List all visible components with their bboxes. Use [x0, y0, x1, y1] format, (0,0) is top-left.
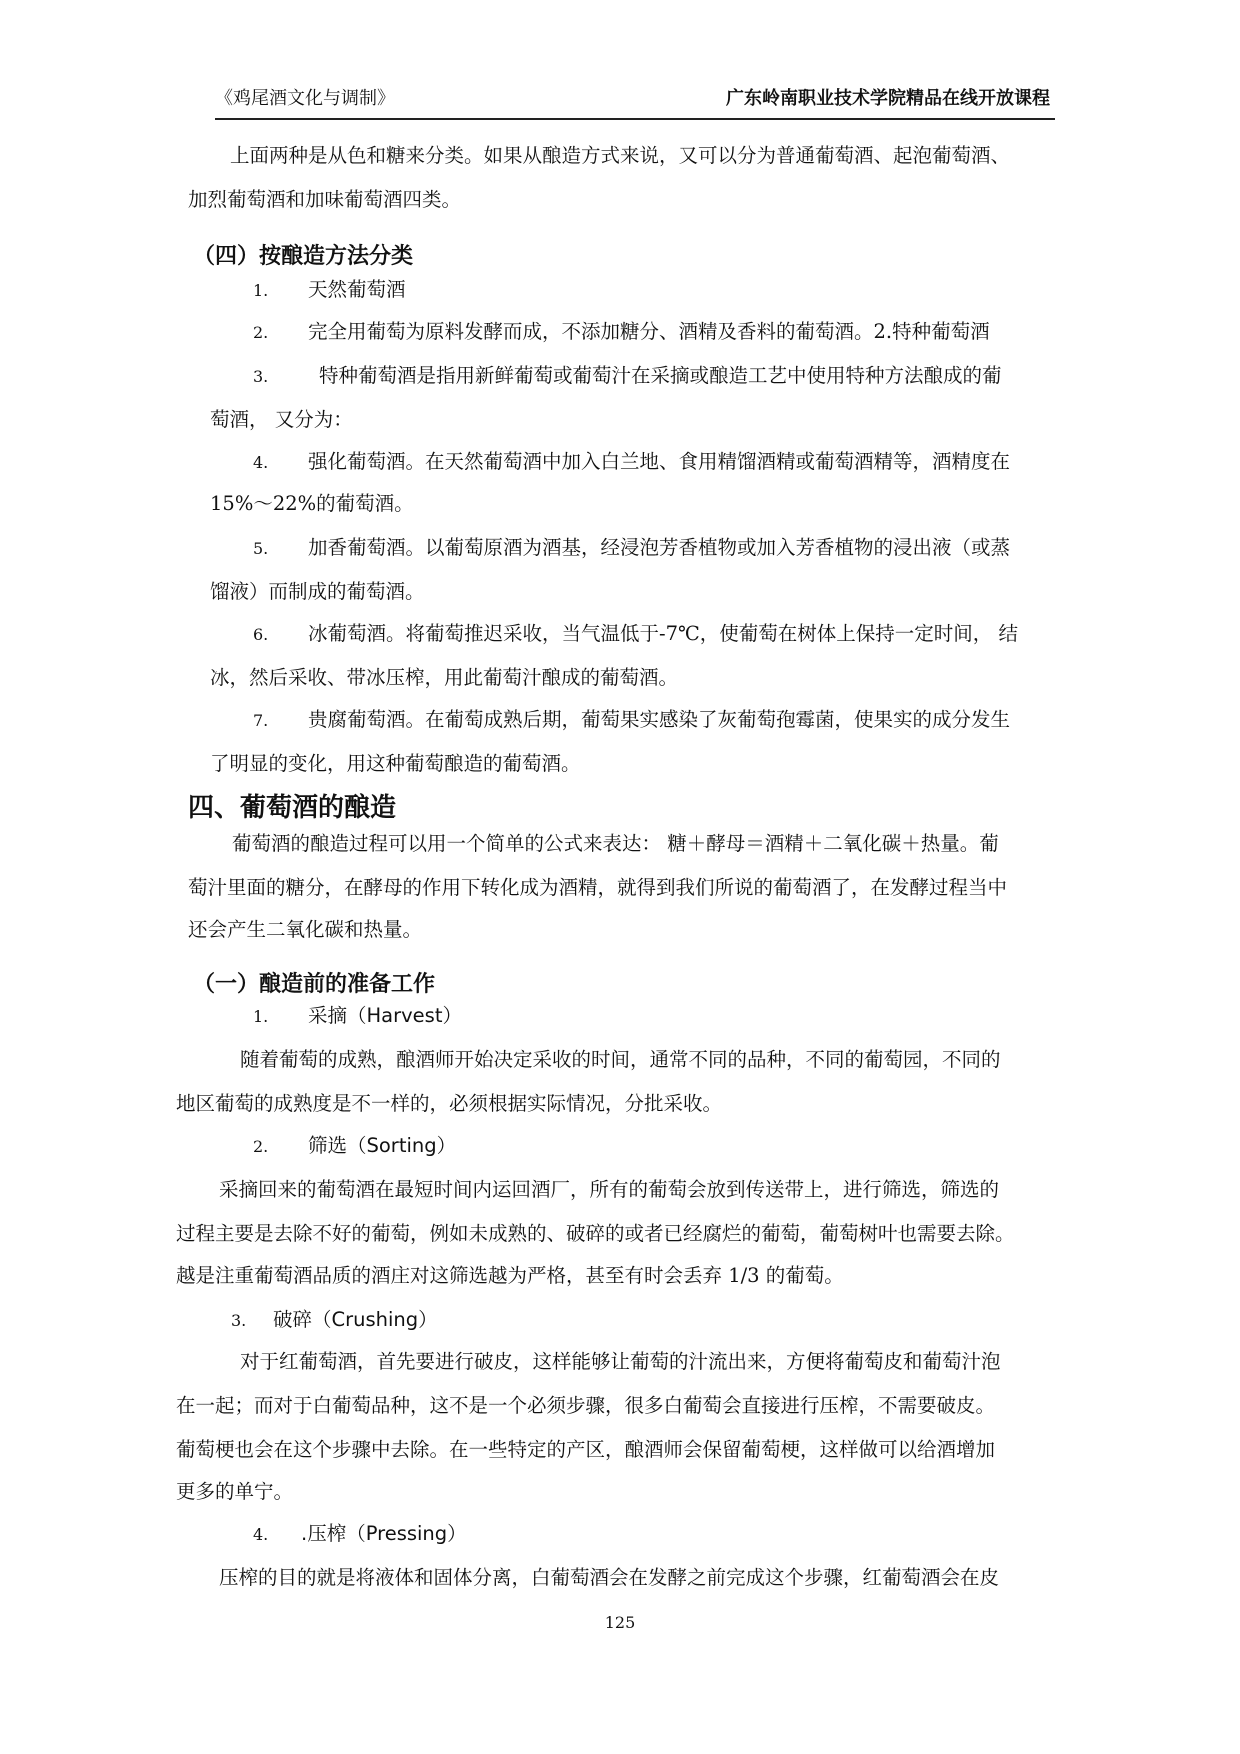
section-heading: （一）酿造前的准备工作 [193, 972, 436, 997]
paragraph-line: 15%～22%的葡萄酒。 [210, 492, 414, 515]
list-item [253, 710, 1010, 730]
list-text: 采摘（Harvest） [308, 1004, 462, 1027]
page-number: 125 [604, 1613, 636, 1632]
paragraph-line: 冰，然后采收、带冰压榨，用此葡萄汁酿成的葡萄酒。 [210, 666, 679, 689]
paragraph-line: 萄酒， 又分为： [210, 408, 353, 431]
paragraph-line: 加烈葡萄酒和加味葡萄酒四类。 [188, 188, 462, 211]
list-item [253, 322, 990, 342]
list-text: 冰葡萄酒。将葡萄推迟采收，当气温低于-7℃，使葡萄在树体上保持一定时间， 结 [308, 622, 1019, 645]
paragraph-line: 更多的单宁。 [176, 1480, 294, 1503]
list-item [253, 366, 1002, 386]
paragraph-line: 了明显的变化，用这种葡萄酿造的葡萄酒。 [210, 752, 581, 775]
list-number: 4. [253, 453, 269, 472]
paragraph-line: 萄汁里面的糖分，在酵母的作用下转化成为酒精，就得到我们所说的葡萄酒了，在发酵过程当中 [188, 876, 1008, 899]
header-book-title: 《鸡尾酒文化与调制》 [215, 88, 395, 109]
list-text: .压榨（Pressing） [301, 1522, 467, 1545]
list-item [253, 280, 406, 300]
list-number: 1. [253, 281, 269, 300]
paragraph-line: 在一起；而对于白葡萄品种，这不是一个必须步骤，很多白葡萄会直接进行压榨，不需要破皮。 [176, 1394, 996, 1417]
list-text: 完全用葡萄为原料发酵而成，不添加糖分、酒精及香料的葡萄酒。2.特种葡萄酒 [308, 320, 990, 343]
list-number: 1. [253, 1007, 269, 1026]
paragraph-line: 上面两种是从色和糖来分类。如果从酿造方式来说，又可以分为普通葡萄酒、起泡葡萄酒、 [230, 144, 1011, 167]
page-header [215, 80, 1055, 120]
list-number: 7. [253, 711, 269, 730]
paragraph-line: 馏液）而制成的葡萄酒。 [210, 580, 425, 603]
list-text: 强化葡萄酒。在天然葡萄酒中加入白兰地、食用精馏酒精或葡萄酒精等，酒精度在 [308, 450, 1011, 473]
list-item [253, 624, 1018, 644]
paragraph-line: 葡萄梗也会在这个步骤中去除。在一些特定的产区，酿酒师会保留葡萄梗，这样做可以给酒增加 [176, 1438, 996, 1461]
list-text: 天然葡萄酒 [308, 278, 406, 301]
list-text: 特种葡萄酒是指用新鲜葡萄或葡萄汁在采摘或酿造工艺中使用特种方法酿成的葡 [319, 364, 1002, 387]
list-item [231, 1310, 438, 1330]
list-item [253, 1136, 456, 1156]
list-text: 破碎（Crushing） [273, 1308, 438, 1331]
section-heading: （四）按酿造方法分类 [193, 244, 414, 269]
list-text: 筛选（Sorting） [308, 1134, 457, 1157]
paragraph-line: 过程主要是去除不好的葡萄，例如未成熟的、破碎的或者已经腐烂的葡萄，葡萄树叶也需要去除。 [176, 1222, 1015, 1245]
list-item [253, 1006, 462, 1026]
paragraph-line: 还会产生二氧化碳和热量。 [188, 918, 423, 941]
paragraph-line: 采摘回来的葡萄酒在最短时间内运回酒厂，所有的葡萄会放到传送带上，进行筛选，筛选的 [219, 1178, 1000, 1201]
list-number: 5. [253, 539, 269, 558]
list-number: 3. [231, 1311, 247, 1330]
list-item [253, 452, 1010, 472]
paragraph-line: 对于红葡萄酒，首先要进行破皮，这样能够让葡萄的汁流出来，方便将葡萄皮和葡萄汁泡 [240, 1350, 1001, 1373]
chapter-heading: 四、葡萄酒的酿造 [188, 793, 397, 823]
paragraph-line: 葡萄酒的酿造过程可以用一个简单的公式来表达： 糖＋酵母＝酒精＋二氧化碳＋热量。葡 [232, 832, 999, 855]
paragraph-line: 压榨的目的就是将液体和固体分离，白葡萄酒会在发酵之前完成这个步骤，红葡萄酒会在皮 [219, 1566, 1000, 1589]
list-number: 2. [253, 323, 269, 342]
paragraph-line: 地区葡萄的成熟度是不一样的，必须根据实际情况，分批采收。 [176, 1092, 723, 1115]
paragraph-line: 越是注重葡萄酒品质的酒庄对这筛选越为严格，甚至有时会丢弃 1/3 的葡萄。 [176, 1264, 844, 1287]
list-text: 贵腐葡萄酒。在葡萄成熟后期，葡萄果实感染了灰葡萄孢霉菌，使果实的成分发生 [308, 708, 1011, 731]
list-number: 2. [253, 1137, 269, 1156]
list-item [253, 1524, 467, 1544]
header-institution: 广东岭南职业技术学院精品在线开放课程 [726, 88, 1050, 109]
list-item [253, 538, 1010, 558]
list-number: 3. [253, 367, 269, 386]
list-text: 加香葡萄酒。以葡萄原酒为酒基，经浸泡芳香植物或加入芳香植物的浸出液（或蒸 [308, 536, 1011, 559]
list-number: 4. [253, 1525, 269, 1544]
list-number: 6. [253, 625, 269, 644]
paragraph-line: 随着葡萄的成熟，酿酒师开始决定采收的时间，通常不同的品种，不同的葡萄园，不同的 [240, 1048, 1001, 1071]
